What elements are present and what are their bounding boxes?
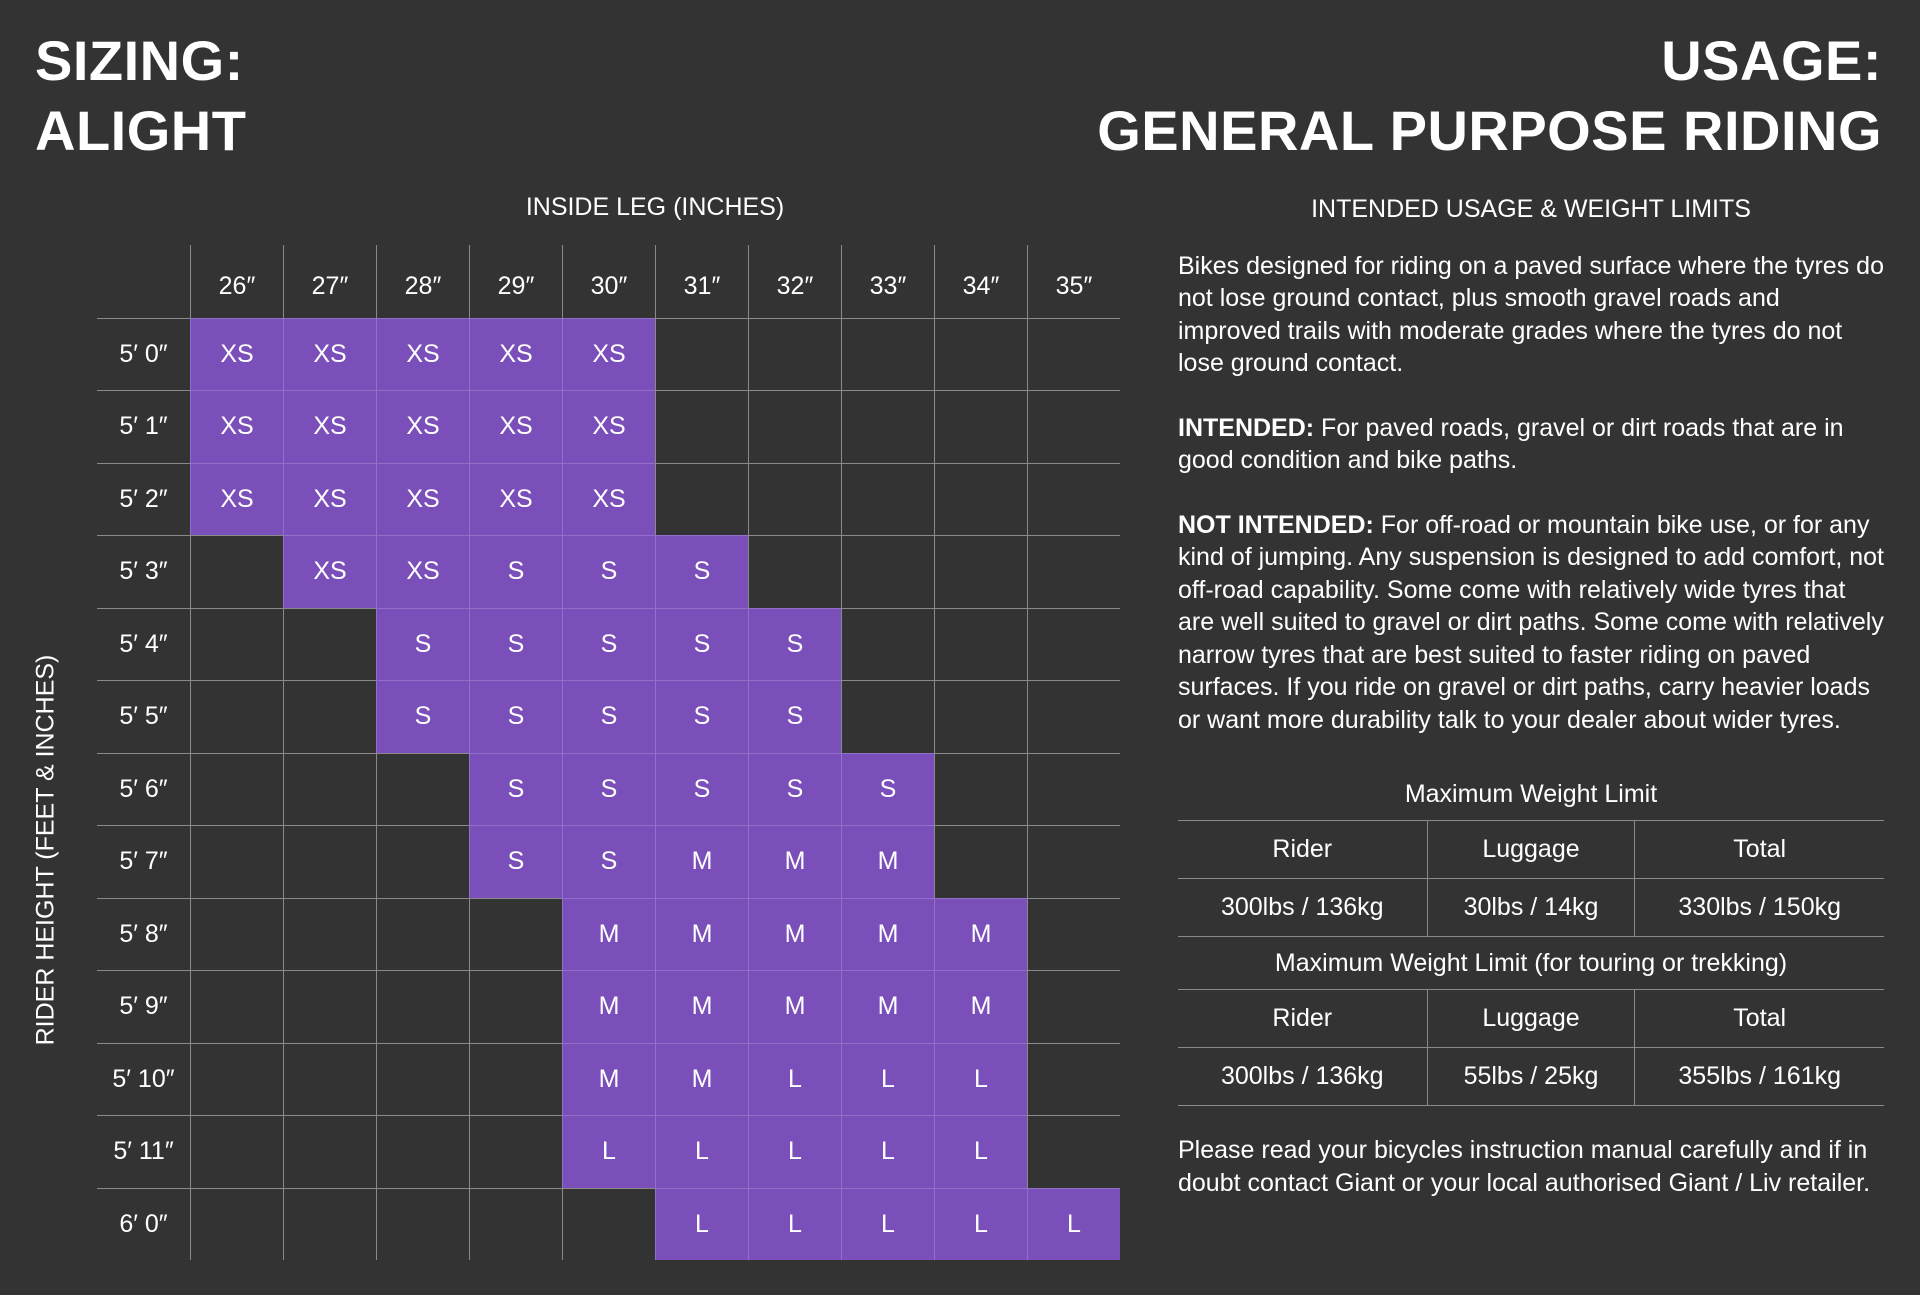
empty-cell [1027,753,1120,826]
usage-panel [1178,193,1884,1231]
empty-cell [1027,318,1120,391]
weight-table1-header-luggage: Luggage [1427,821,1635,879]
not-intended-paragraph [1178,509,1884,737]
size-cell: M [841,898,934,971]
size-cell: L [934,1115,1027,1188]
size-chart-grid [97,245,1120,1260]
empty-cell [190,970,283,1043]
empty-cell [841,463,934,536]
row-height-label: 6′ 0″ [97,1188,190,1261]
size-cell: XS [469,318,562,391]
sizing-title-line1: SIZING: [35,29,244,92]
size-cell: S [376,608,469,681]
size-cell: M [562,1043,655,1116]
size-row [97,535,1120,608]
size-cell: XS [562,463,655,536]
size-cell: M [655,970,748,1043]
empty-cell [190,898,283,971]
not-intended-label: NOT INTENDED: [1178,510,1374,539]
row-height-label: 5′ 5″ [97,680,190,753]
size-cell: S [655,680,748,753]
size-cell: M [841,970,934,1043]
size-cell: M [748,970,841,1043]
weight-table2-caption: Maximum Weight Limit (for touring or trekking) [1274,948,1788,977]
size-cell: S [562,680,655,753]
rider-height-label: RIDER HEIGHT (FEET & INCHES) [31,654,60,1046]
size-cell: S [562,608,655,681]
empty-cell [1027,390,1120,463]
size-cell: XS [376,318,469,391]
weight-table2-total: 355lbs / 161kg [1635,1048,1884,1106]
empty-cell [841,318,934,391]
row-height-label: 5′ 6″ [97,753,190,826]
empty-cell [376,753,469,826]
size-cell: S [841,753,934,826]
empty-cell [748,390,841,463]
empty-cell [1027,970,1120,1043]
empty-cell [376,1188,469,1261]
size-cell: L [748,1043,841,1116]
empty-cell [283,1188,376,1261]
empty-cell [190,1188,283,1261]
size-cell: L [841,1115,934,1188]
size-cell: S [562,535,655,608]
size-cell: XS [190,318,283,391]
column-header: 30″ [562,245,655,318]
empty-cell [283,898,376,971]
row-height-label: 5′ 8″ [97,898,190,971]
empty-cell [934,680,1027,753]
usage-description: Bikes designed for riding on a paved surface where the tyres do not lose ground contact, plus smooth gravel roads and improved trails with moderate grades where the tyres do not lose ground contact. [1178,251,1884,377]
row-height-label: 5′ 1″ [97,390,190,463]
size-cell: S [748,680,841,753]
size-cell: XS [190,390,283,463]
column-header: 28″ [376,245,469,318]
size-cell: M [934,898,1027,971]
empty-cell [190,1043,283,1116]
size-cell: XS [283,318,376,391]
size-row [97,898,1120,971]
size-cell: XS [562,390,655,463]
row-height-label: 5′ 3″ [97,535,190,608]
empty-cell [934,390,1027,463]
weight-table1-total: 330lbs / 150kg [1635,879,1884,937]
size-row [97,753,1120,826]
row-height-label: 5′ 11″ [97,1115,190,1188]
empty-cell [841,390,934,463]
size-row [97,970,1120,1043]
size-cell: S [469,608,562,681]
size-cell: S [655,535,748,608]
empty-cell [469,1188,562,1261]
size-cell: L [934,1188,1027,1261]
weight-table1-caption: Maximum Weight Limit [1404,779,1658,808]
size-cell: M [562,970,655,1043]
size-cell: XS [562,318,655,391]
empty-cell [1027,680,1120,753]
empty-cell [841,535,934,608]
size-row [97,680,1120,753]
size-cell: XS [283,535,376,608]
size-cell: M [655,825,748,898]
empty-cell [1027,535,1120,608]
size-cell: L [748,1115,841,1188]
size-cell: S [469,753,562,826]
sizing-title [35,26,246,166]
size-row [97,390,1120,463]
intended-text: For paved roads, gravel or dirt roads that are in good condition and bike paths. [1178,413,1844,474]
weight-table2-rider: 300lbs / 136kg [1178,1048,1427,1106]
empty-cell [934,318,1027,391]
empty-cell [1027,825,1120,898]
size-cell: XS [283,390,376,463]
empty-cell [376,1115,469,1188]
size-cell: XS [190,463,283,536]
size-cell: S [469,535,562,608]
row-height-label: 5′ 4″ [97,608,190,681]
empty-cell [748,535,841,608]
size-cell: M [655,1043,748,1116]
usage-title [1097,26,1882,166]
row-height-label: 5′ 7″ [97,825,190,898]
size-cell: L [841,1043,934,1116]
weight-table2-luggage: 55lbs / 25kg [1427,1048,1635,1106]
size-cell: S [748,753,841,826]
empty-cell [376,898,469,971]
empty-cell [469,970,562,1043]
empty-cell [655,463,748,536]
column-header: 27″ [283,245,376,318]
size-row [97,1043,1120,1116]
empty-cell [934,535,1027,608]
empty-cell [190,825,283,898]
column-header: 35″ [1027,245,1120,318]
usage-title-line2: GENERAL PURPOSE RIDING [1097,99,1882,162]
empty-cell [283,608,376,681]
weight-table1-luggage: 30lbs / 14kg [1427,879,1635,937]
empty-cell [190,608,283,681]
row-height-label: 5′ 10″ [97,1043,190,1116]
usage-section-title: INTENDED USAGE & WEIGHT LIMITS [1311,195,1751,223]
empty-cell [283,970,376,1043]
empty-cell [841,680,934,753]
empty-cell [376,825,469,898]
weight-table1-rider: 300lbs / 136kg [1178,879,1427,937]
empty-cell [283,825,376,898]
empty-cell [562,1188,655,1261]
size-cell: L [655,1188,748,1261]
size-cell: M [748,898,841,971]
size-cell: S [562,825,655,898]
column-header: 29″ [469,245,562,318]
size-cell: S [655,608,748,681]
size-cell: XS [469,390,562,463]
sizing-title-line2: ALIGHT [35,99,247,162]
empty-cell [190,753,283,826]
intended-paragraph [1178,412,1884,477]
weight-table2-header-rider: Rider [1178,990,1427,1048]
intended-label: INTENDED: [1178,413,1315,442]
size-cell: XS [283,463,376,536]
column-header: 31″ [655,245,748,318]
column-header: 33″ [841,245,934,318]
empty-cell [934,825,1027,898]
empty-cell [934,753,1027,826]
empty-cell [469,898,562,971]
empty-cell [748,463,841,536]
inside-leg-label: INSIDE LEG (INCHES) [525,193,785,221]
empty-cell [655,390,748,463]
empty-cell [1027,608,1120,681]
empty-cell [190,535,283,608]
size-cell: L [655,1115,748,1188]
weight-table1-header-rider: Rider [1178,821,1427,879]
empty-cell [748,318,841,391]
empty-cell [1027,898,1120,971]
empty-cell [376,1043,469,1116]
size-cell: XS [376,463,469,536]
empty-cell [1027,1115,1120,1188]
size-cell: L [841,1188,934,1261]
column-header: 26″ [190,245,283,318]
size-cell: M [748,825,841,898]
size-row [97,608,1120,681]
size-cell: M [562,898,655,971]
empty-cell [190,1115,283,1188]
size-cell: M [655,898,748,971]
row-height-label: 5′ 0″ [97,318,190,391]
size-cell: S [655,753,748,826]
weight-table1-header-total: Total [1635,821,1884,879]
weight-table2-header-total: Total [1635,990,1884,1048]
empty-cell [1027,463,1120,536]
size-cell: S [562,753,655,826]
empty-cell [469,1115,562,1188]
row-height-label: 5′ 2″ [97,463,190,536]
size-row [97,1115,1120,1188]
size-cell: M [934,970,1027,1043]
size-row [97,318,1120,391]
size-cell: S [748,608,841,681]
size-cell: L [562,1115,655,1188]
empty-cell [283,680,376,753]
grid-corner [97,245,190,318]
size-cell: S [469,680,562,753]
weight-table2-header-luggage: Luggage [1427,990,1635,1048]
usage-title-line1: USAGE: [1661,29,1882,92]
size-cell: S [376,680,469,753]
empty-cell [283,1043,376,1116]
size-cell: XS [376,390,469,463]
empty-cell [469,1043,562,1116]
column-header: 32″ [748,245,841,318]
size-cell: M [841,825,934,898]
size-row [97,463,1120,536]
usage-footer-note: Please read your bicycles instruction manual carefully and if in doubt contact Giant or your local authorised Giant / Liv retailer. [1178,1136,1871,1197]
empty-cell [1027,1043,1120,1116]
empty-cell [376,970,469,1043]
size-cell: S [469,825,562,898]
not-intended-text: For off-road or mountain bike use, or for any kind of jumping. Any suspension is designed to add comfort, not off-road capability. Some come with relatively wide tyres that are well suited to gravel or dirt paths. Some come with relatively narrow tyres that are best suited to faster riding on paved surfaces. If you ride on gravel or dirt paths, carry heavier loads or want more durability talk to your dealer about wider tyres. [1178,510,1884,734]
row-height-label: 5′ 9″ [97,970,190,1043]
size-row [97,1188,1120,1261]
size-cell: XS [376,535,469,608]
empty-cell [934,463,1027,536]
empty-cell [934,608,1027,681]
size-cell: L [934,1043,1027,1116]
empty-cell [655,318,748,391]
size-cell: L [748,1188,841,1261]
empty-cell [283,753,376,826]
empty-cell [283,1115,376,1188]
empty-cell [190,680,283,753]
empty-cell [841,608,934,681]
column-header: 34″ [934,245,1027,318]
size-cell: XS [469,463,562,536]
size-row [97,825,1120,898]
size-cell: L [1027,1188,1120,1261]
weight-limit-table [1178,768,1884,1106]
